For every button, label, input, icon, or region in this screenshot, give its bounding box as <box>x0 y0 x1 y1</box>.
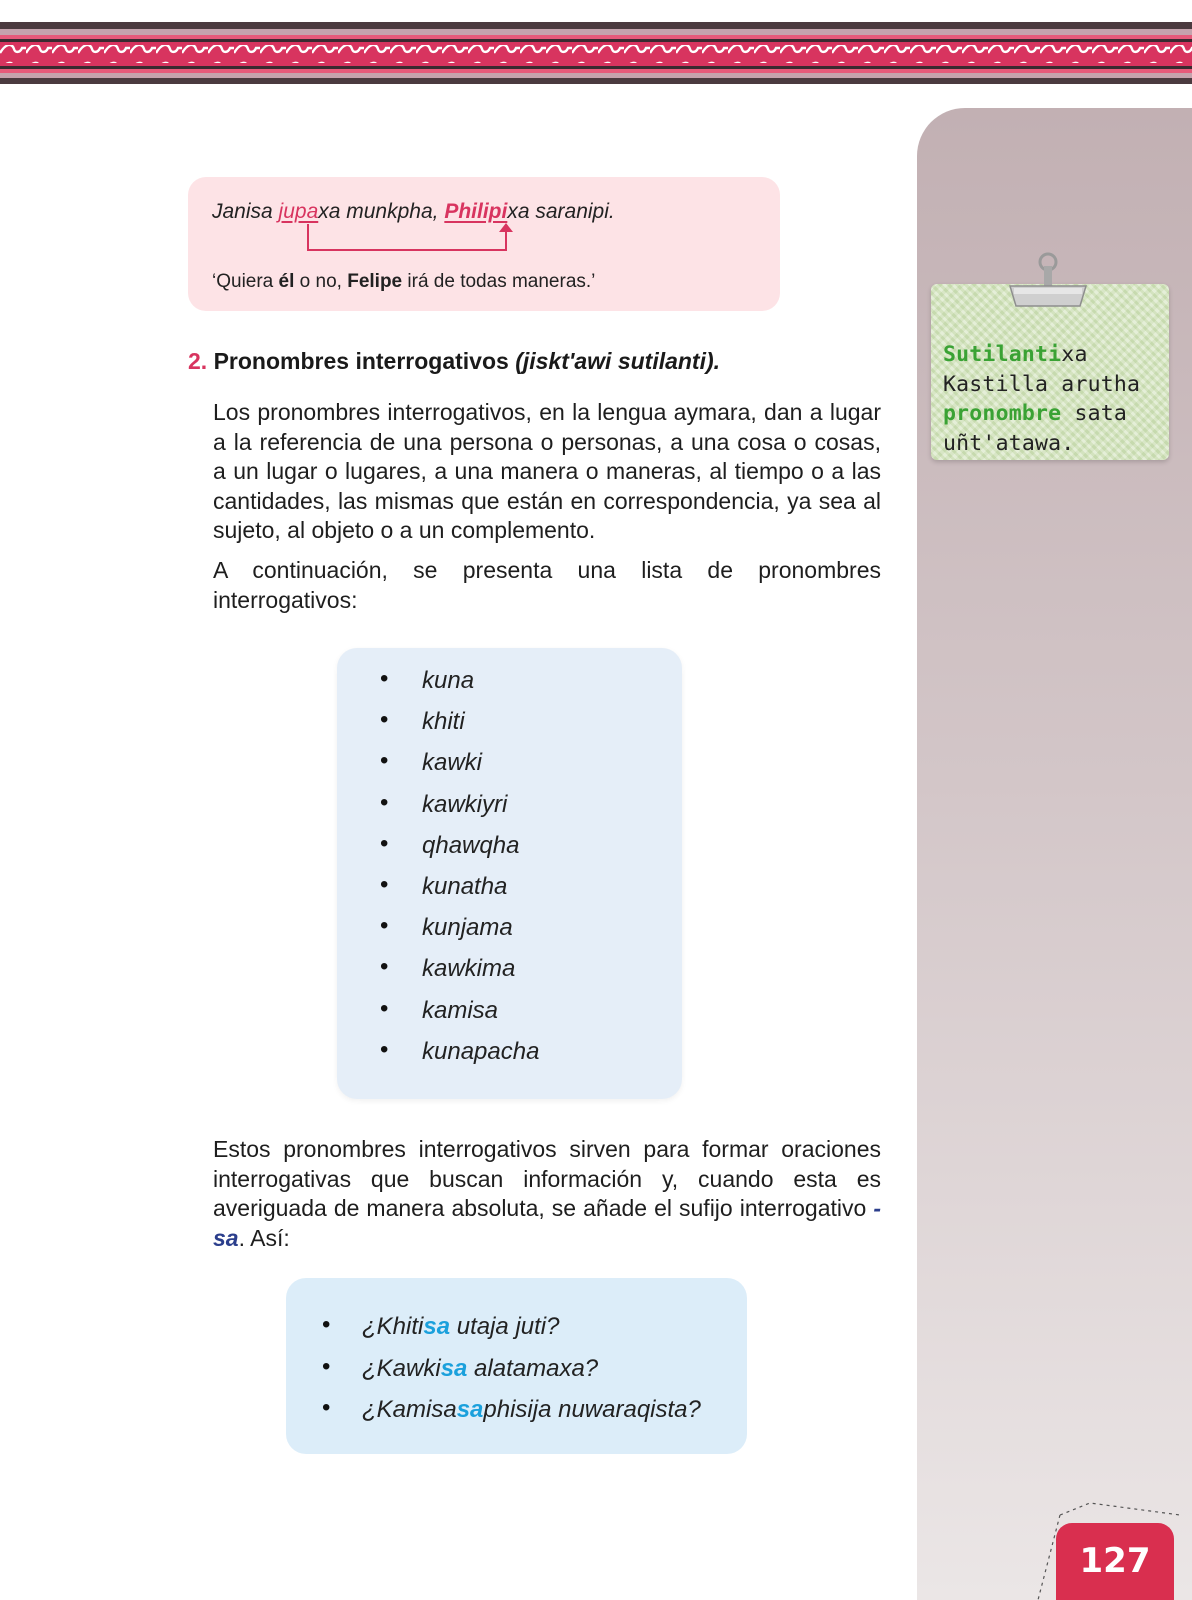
pronoun-list <box>380 667 539 1079</box>
paragraph-list-intro: A continuación, se presenta una lista de pronombres interrogativos: <box>213 557 881 613</box>
paragraph-suffix-explanation <box>213 1135 881 1253</box>
section-heading <box>188 348 720 375</box>
question-rest: phisija nuwaraqista? <box>483 1396 701 1423</box>
section-number: 2. <box>188 348 208 374</box>
example-highlight-jupa: jupa <box>278 200 319 223</box>
question-word: ¿Kawki <box>362 1354 441 1382</box>
list-item: • khiti <box>380 708 539 749</box>
binder-clip-icon <box>1006 252 1090 312</box>
question-rest: utaja juti? <box>450 1313 560 1340</box>
question-word: ¿Khiti <box>362 1313 424 1340</box>
example-highlight-philipi: Philipi <box>444 200 508 223</box>
example-translation <box>212 271 595 293</box>
question-rest: alatamaxa? <box>467 1354 599 1382</box>
question-list <box>322 1313 701 1438</box>
example-word: Janisa <box>212 200 279 223</box>
list-item: • kunapacha <box>380 1038 539 1079</box>
question-suffix: sa <box>440 1354 468 1382</box>
suffix-sa: -sa <box>213 1195 881 1251</box>
translation-bold-felipe: Felipe <box>347 271 403 292</box>
list-item: • kawki <box>380 749 539 790</box>
list-item <box>322 1313 701 1355</box>
paragraph-text: Estos pronombres interrogativos sirven para formar oraciones interrogativas que buscan información y, cuando esta es averiguada de manera absoluta, se añade el sufijo interrogativo <box>213 1136 881 1221</box>
list-item: • kawkiyri <box>380 791 539 832</box>
paragraph-text: . Así: <box>238 1224 290 1251</box>
translation-text: o no, <box>294 271 348 292</box>
list-item <box>322 1355 701 1397</box>
question-suffix: sa <box>423 1313 451 1340</box>
woven-pattern-band <box>0 22 1192 84</box>
example-word: xa munkpha, <box>318 200 445 223</box>
list-item <box>322 1396 701 1438</box>
question-word: ¿Kamisa <box>362 1396 457 1423</box>
translation-text: ‘Quiera <box>212 271 279 292</box>
note-plain: xa Kastilla arutha <box>943 342 1141 397</box>
list-item: • kuna <box>380 667 539 708</box>
page-number: 127 <box>1079 1541 1151 1581</box>
question-suffix: sa <box>456 1396 484 1423</box>
section-title-aymara: (jiskt'awi sutilanti). <box>515 348 721 374</box>
note-highlight-sutilanti: Sutilanti <box>943 342 1062 367</box>
list-item: • kawkima <box>380 955 539 996</box>
list-item: • kamisa <box>380 997 539 1038</box>
section-title: Pronombres interrogativos <box>207 348 516 374</box>
list-item: • kunatha <box>380 873 539 914</box>
translation-bold-el: él <box>278 271 295 292</box>
reference-arrow-icon <box>300 222 520 256</box>
note-highlight-pronombre: pronombre <box>943 401 1062 426</box>
note-text <box>943 340 1165 458</box>
list-item: • kunjama <box>380 914 539 955</box>
example-sentence <box>212 200 615 224</box>
note-plain: sata uñt'atawa. <box>943 401 1128 456</box>
example-word: xa saranipi. <box>507 200 615 223</box>
paragraph-definition: Los pronombres interrogativos, en la lengua aymara, dan a lugar a la referencia de una persona o personas, a una cosa o cosas, a un lugar o lugares, a una manera o maneras, al tiempo o a las cantidades, las mismas que están en correspondencia, ya sea al sujeto, al objeto o a un complemento. <box>213 399 881 543</box>
list-item: • qhawqha <box>380 832 539 873</box>
translation-text: irá de todas maneras.’ <box>402 271 596 292</box>
